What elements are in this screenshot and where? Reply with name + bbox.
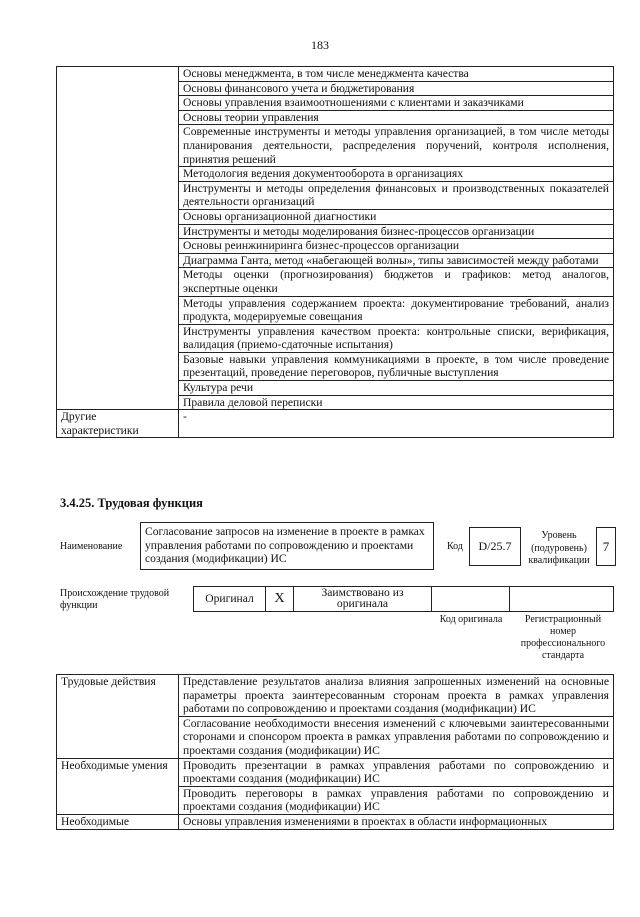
- knowledge-item: Инструменты управления качеством проекта: контрольные списки, верификация, валидация (приемо-сдаточные испытания): [179, 324, 614, 352]
- knowledge-item: Диаграмма Ганта, метод «набегающей волны», типы зависимостей между работами: [179, 253, 614, 268]
- original-mark: X: [266, 587, 294, 612]
- reg-number-cell: [510, 587, 614, 612]
- action-item: Представление результатов анализа влияния запрошенных изменений на основные параметры проекта заинтересованным сторонам проекта в рамках управления работами по сопровождению и проектами создания (модификации) ИС: [179, 675, 614, 717]
- code-original-cell: [432, 587, 510, 612]
- knowledge-item: Культура речи: [179, 381, 614, 396]
- code-value: D/25.7: [478, 539, 512, 553]
- knowledge-item: Основы менеджмента, в том числе менеджмента качества: [179, 67, 614, 82]
- skill-item: Проводить презентации в рамках управления работами по сопровождению и проектами создания (модификации) ИС: [179, 758, 614, 786]
- knowledge-table: [56, 66, 614, 438]
- knowledge-item: Основы реинжиниринга бизнес-процессов организации: [179, 239, 614, 254]
- knowledge-item: Основы организационной диагностики: [179, 209, 614, 224]
- origin-label: Происхождение трудовой функции: [60, 588, 170, 611]
- level-value: 7: [602, 538, 610, 554]
- actions-label: Трудовые действия: [57, 675, 179, 759]
- code-label: Код: [447, 541, 463, 552]
- knowledge-label-cell: [57, 67, 179, 410]
- page-number: 183: [311, 38, 329, 52]
- code-original-label: Код оригинала: [439, 614, 503, 625]
- knowledge-item: Основы управления взаимоотношениями с клиентами и заказчиками: [179, 96, 614, 111]
- knowledge-item: Методы оценки (прогнозирования) бюджетов и графиков: метод аналогов, экспертные оценки: [179, 268, 614, 296]
- knowledge-item: Основы финансового учета и бюджетирования: [179, 81, 614, 96]
- knowledge-item: Методы управления содержанием проекта: документирование требований, анализ продукта, модерируемые совещания: [179, 296, 614, 324]
- function-name-text: Согласование запросов на изменение в проекте в рамках управления работами по сопровождению и проектами создания (модификации) ИС: [145, 525, 425, 565]
- other-characteristics-value: -: [179, 410, 614, 438]
- skills-label: Необходимые умения: [57, 758, 179, 814]
- function-name-box: [140, 522, 434, 570]
- name-label: Наименование: [60, 541, 123, 552]
- knowledge-item: Базовые навыки управления коммуникациями в проекте, в том числе проведение презентаций, проведение переговоров, публичные выступления: [179, 352, 614, 380]
- level-label: Уровень (подуровень) квалификации: [528, 530, 590, 566]
- reg-number-label: Регистрационный номер профессионального стандарта: [520, 614, 606, 661]
- knowledge-item: Основы управления изменениями в проектах в области информационных: [179, 814, 614, 829]
- skill-item: Проводить переговоры в рамках управления работами по сопровождению и проектами создания (модификации) ИС: [179, 786, 614, 814]
- level-box: [596, 527, 616, 566]
- knowledge-item: Современные инструменты и методы управления организацией, в том числе методы планирования деятельности, распределения поручений, контроля исполнения, принятия решений: [179, 125, 614, 167]
- knowledge-item: Правила деловой переписки: [179, 395, 614, 410]
- action-item: Согласование необходимости внесения изменений с ключевыми заинтересованными сторонами и спонсором проекта в рамках управления работами по сопровождению и проектами создания (модификации) ИС: [179, 716, 614, 758]
- section-title: 3.4.25. Трудовая функция: [60, 496, 203, 510]
- knowledge-item: Методология ведения документооборота в организациях: [179, 167, 614, 182]
- knowledge-item: Инструменты и методы определения финансовых и производственных показателей деятельности организаций: [179, 181, 614, 209]
- borrowed-label: Заимствовано из оригинала: [294, 587, 432, 612]
- original-label: Оригинал: [194, 587, 266, 612]
- function-details-table: [56, 674, 614, 830]
- code-box: [469, 527, 521, 566]
- knowledge-item: Основы теории управления: [179, 110, 614, 125]
- knowledge-label: Необходимые: [57, 814, 179, 829]
- knowledge-item: Инструменты и методы моделирования бизнес-процессов организации: [179, 224, 614, 239]
- other-characteristics-label: Другие характеристики: [57, 410, 179, 438]
- origin-table: [193, 586, 614, 612]
